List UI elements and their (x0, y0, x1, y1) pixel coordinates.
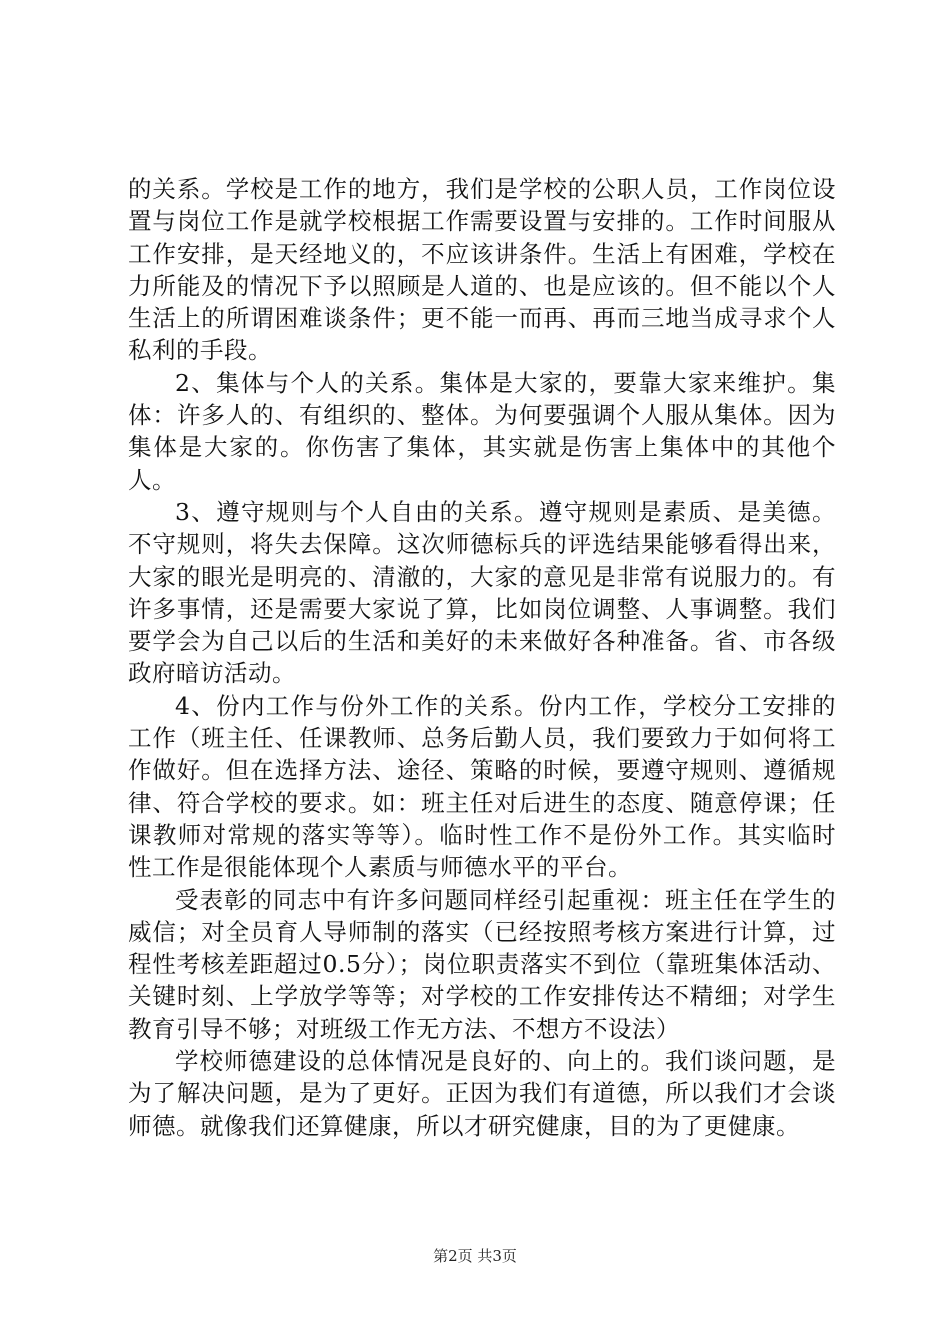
paragraph-rules-freedom: 3、遵守规则与个人自由的关系。遵守规则是素质、是美德。不守规则，将失去保障。这次师德标兵的评选结果能够看得出来，大家的眼光是明亮的、清澈的，大家的意见是非常有说服力的。有许多事情，还是需要大家说了算，比如岗位调整、人事调整。我们要学会为自己以后的生活和美好的未来做好各种准备。省、市各级政府暗访活动。 (128, 497, 836, 688)
paragraph-collective-individual: 2、集体与个人的关系。集体是大家的，要靠大家来维护。集体：许多人的、有组织的、整体。为何要强调个人服从集体。因为集体是大家的。你伤害了集体，其实就是伤害上集体中的其他个人。 (128, 368, 836, 494)
paragraph-duties: 4、份内工作与份外工作的关系。份内工作，学校分工安排的工作（班主任、任课教师、总务后勤人员，我们要致力于如何将工作做好。但在选择方法、途径、策略的时候，要遵守规则、遵循规律、符合学校的要求。如：班主任对后进生的态度、随意停课；任课教师对常规的落实等等）。临时性工作不是份外工作。其实临时性工作是很能体现个人素质与师德水平的平台。 (128, 691, 836, 882)
paragraph-issues: 受表彰的同志中有许多问题同样经引起重视：班主任在学生的威信；对全员育人导师制的落实（已经按照考核方案进行计算，过程性考核差距超过0.5分）；岗位职责落实不到位（靠班集体活动、关键时刻、上学放学等等；对学校的工作安排传达不精细；对学生教育引导不够；对班级工作无方法、不想方不设法） (128, 885, 836, 1043)
paragraph-continuation: 的关系。学校是工作的地方，我们是学校的公职人员，工作岗位设置与岗位工作是就学校根据工作需要设置与安排的。工作时间服从工作安排，是天经地义的，不应该讲条件。生活上有困难，学校在力所能及的情况下予以照顾是人道的、也是应该的。但不能以个人生活上的所谓困难谈条件；更不能一而再、再而三地当成寻求个人私利的手段。 (128, 175, 836, 365)
paragraph-conclusion: 学校师德建设的总体情况是良好的、向上的。我们谈问题，是为了解决问题，是为了更好。正因为我们有道德，所以我们才会谈师德。就像我们还算健康，所以才研究健康，目的为了更健康。 (128, 1047, 836, 1140)
document-body (128, 173, 836, 1142)
page-number-footer: 第2页 共3页 (433, 1247, 517, 1265)
